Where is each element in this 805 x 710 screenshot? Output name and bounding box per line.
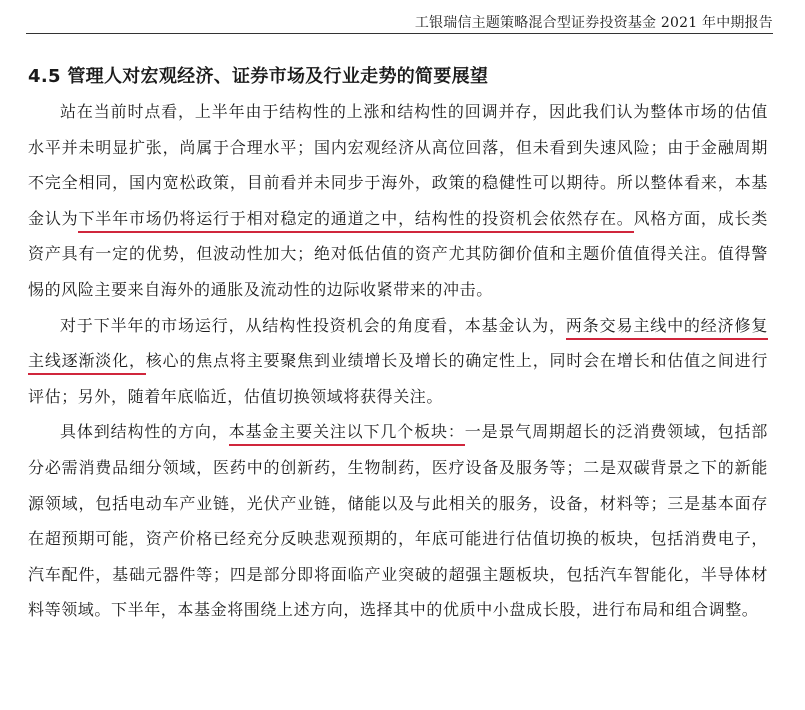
paragraph-text: 风格方面，成长类资产具有一定的优势，但波动性加大；绝对低估值的资产尤其防御价值和主题价值值得关注。值得警惕的风险主要来自海外的通胀及流动性的边际收紧带来的冲击。 — [28, 208, 768, 299]
report-header — [0, 0, 805, 36]
report-title: 工银瑞信主题策略混合型证券投资基金 2021 年中期报告 — [414, 15, 773, 31]
paragraph-market-trend — [28, 308, 768, 415]
document-body — [28, 94, 768, 628]
paragraph-text: 站在当前时点看，上半年由于结构性的上涨和结构性的回调并存，因此我们认为整体市场的估值水平并未明显扩张，尚属于合理水平；国内宏观经济从高位回落，但未看到失速风险；由于金融周期不完全相同，国内宽松政策，目前看并未同步于海外，政策的稳健性可以期待。所以整体看来，本基金认为 — [28, 102, 768, 228]
paragraph-sectors — [28, 414, 768, 628]
highlighted-text: 本基金主要关注以下几个板块： — [229, 422, 465, 446]
paragraph-text: 核心的焦点将主要聚焦到业绩增长及增长的确定性上，同时会在增长和估值之间进行评估；另外，随着年底临近，估值切换领域将获得关注。 — [28, 351, 768, 406]
paragraph-text: 具体到结构性的方向， — [60, 422, 229, 442]
paragraph-outlook — [28, 94, 768, 308]
section-heading: 4.5 管理人对宏观经济、证券市场及行业走势的简要展望 — [28, 66, 489, 87]
highlighted-text: 下半年市场仍将运行于相对稳定的通道之中，结构性的投资机会依然存在。 — [78, 209, 633, 233]
paragraph-text: 一是景气周期超长的泛消费领域，包括部分必需消费品细分领域，医药中的创新药，生物制药，医疗设备及服务等；二是双碳背景之下的新能源领域，包括电动车产业链，光伏产业链，储能以及与此相关的服务，设备，材料等；三是基本面存在超预期可能，资产价格已经充分反映悲观预期的，年底可能进行估值切换的板块，包括消费电子，汽车配件，基础元器件等；四是部分即将面临产业突破的超强主题板块，包括汽车智能化，半导体材料等领域。下半年，本基金将围绕上述方向，选择其中的优质中小盘成长股，进行布局和组合调整。 — [28, 422, 768, 620]
highlighted-text: 两条交易主线中的经济修复主线逐渐淡化， — [28, 316, 768, 376]
paragraph-text: 对于下半年的市场运行，从结构性投资机会的角度看，本基金认为， — [60, 315, 566, 335]
header-divider — [26, 33, 773, 34]
